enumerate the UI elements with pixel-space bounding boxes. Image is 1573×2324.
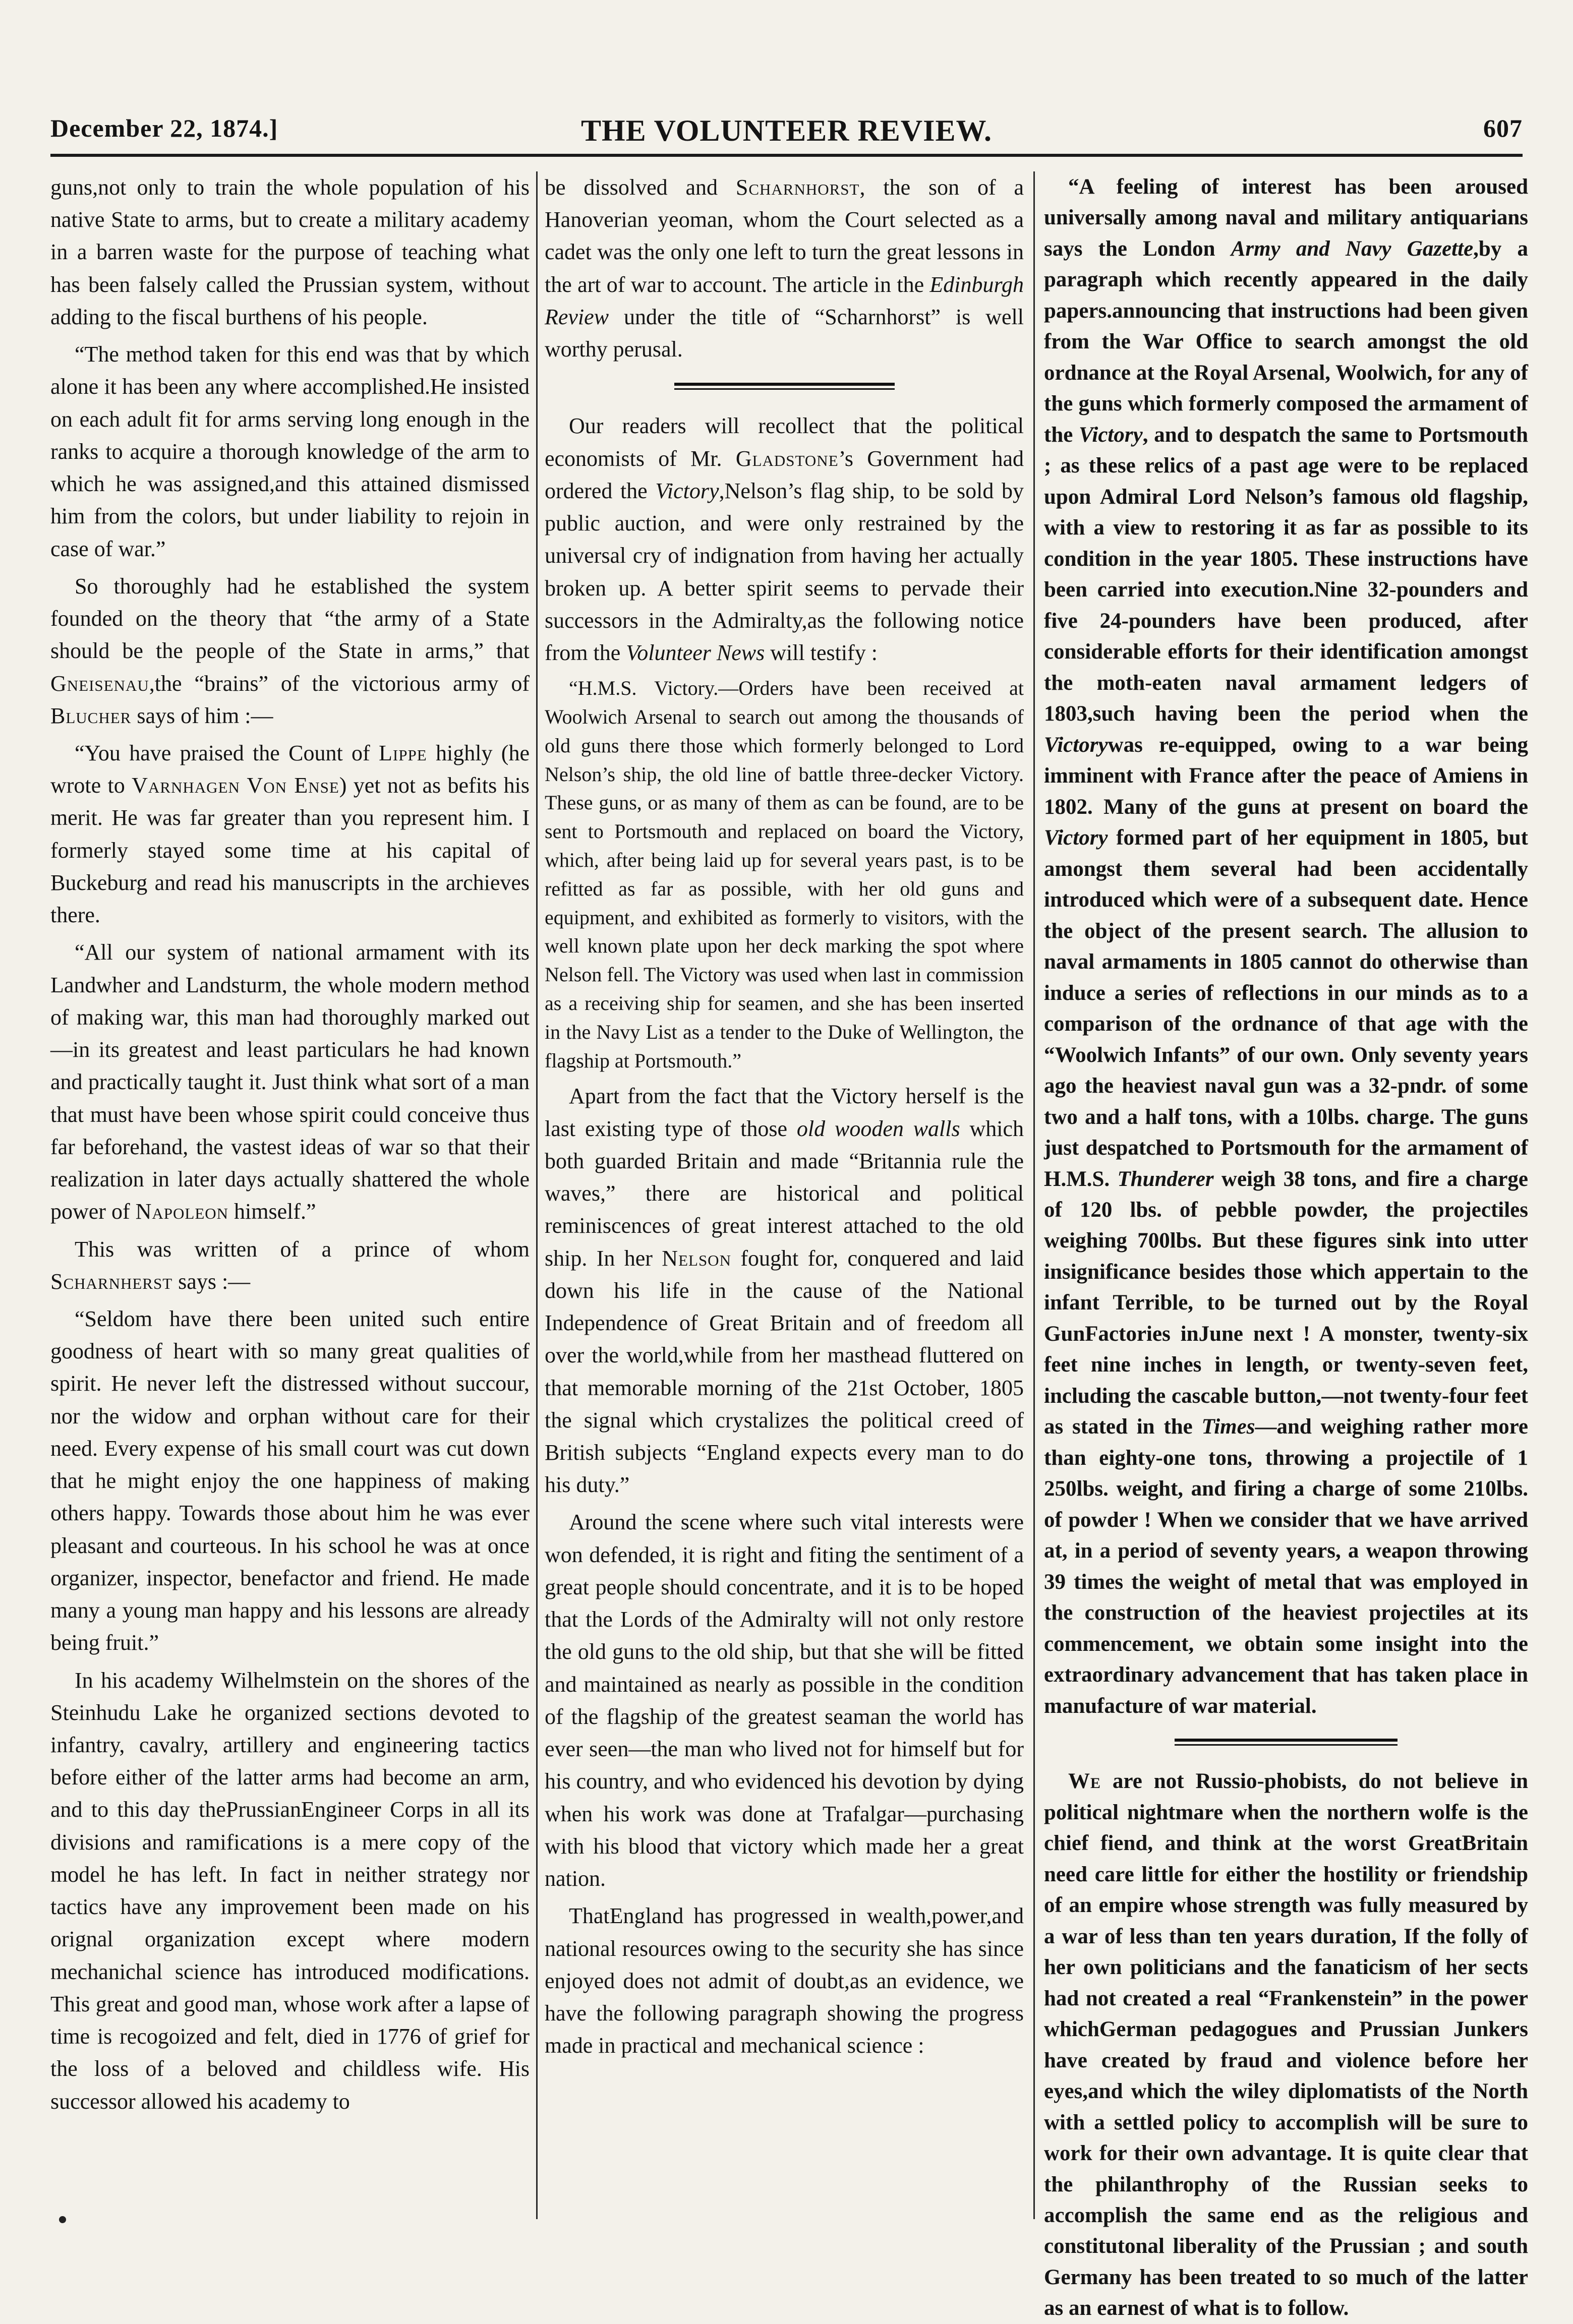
paragraph: In his academy Wilhelmstein on the shores of the Steinhudu Lake he organized sections devoted to infantry, cavalry, artillery and engineering tactics before either of the latter arms had become an arm, and to this day thePrussianEngineer Corps in all its divisions and ramifications is a mere copy of the model he has left. In fact in neither strategy nor tactics have any improvement been made on his orignal organization except where modern mechanichal science has introduced modifications. This great and good man, whose work after a lapse of time is recogoized and felt, died in 1776 of grief for the loss of a beloved and childless wife. His successor allowed his academy to [50,1667,530,2114]
paragraph: So thoroughly had he established the system founded on the theory that “the army of a State should be the people of the State in arms,” that Gneisenau,the “brains” of the victorious army of Blucher says of him :— [50,573,530,728]
paragraph: Around the scene where such vital interests were won defended, it is right and fiting the sentiment of a great people should concentrate, and it is to be hoped that the Lords of the Admiralty will not only restore the old guns to the old ship, but that she will be fitted and maintained as nearly as possible in the condition of the flagship of the greatest seaman the world has ever seen—the man who lived not for himself but for his country, and who evidenced his devotion by dying when his work was done at Trafalgar—purchasing with his blood that victory which made her a great nation. [545,1510,1024,1891]
paragraph: “A feeling of interest has been aroused universally among naval and military antiquarians says the London Army and Navy Gazette,by a paragraph which recently appeared in the daily papers.announcing that instructions had been given from the War Office to search amongst the old ordnance at the Royal Arsenal, Woolwich, for any of the guns which formerly composed the armament of the Victory, and to despatch the same to Portsmouth ; as these relics of a past age were to be replaced upon Admiral Lord Nelson’s famous old flagship, with a view to restoring it as far as possible to its condition in the year 1805. These instructions have been carried into execution.Nine 32-pounders and five 24-pounders have been produced, after considerable efforts for their identification amongst the moth-eaten naval armament ledgers of 1803,such having been the period when the Victorywas re-equipped, owing to a war being imminent with France after the peace of Amiens in 1802. Many of the guns at present on board the Victory formed part of her equipment in 1805, but amongst them several had been accidentally introduced which were of a subsequent date. Hence the object of the present search. The allusion to naval armaments in 1805 cannot do otherwise than induce a series of reflections in our minds as to a comparison of the ordnance of that age with the “Woolwich Infants” of our own. Only seventy years ago the heaviest naval gun was a 32-pndr. of some two and a half tons, with a 10lbs. charge. The guns just despatched to Portsmouth for the armament of H.M.S. Thunderer weigh 38 tons, and fire a charge of 120 lbs. of pebble powder, the projectiles weighing 700lbs. But these figures sink into utter insignificance besides those which appertain to the infant Terrible, to be turned out by the Royal GunFactories inJune next ! A monster, twenty-six feet nine inches in length, or twenty-seven feet, including the cascable button,—not twenty-four feet as stated in the Times—and weighing rather more than eighty-one tons, throwing a projectile of 1 250lbs. weight, and firing a charge of some 210lbs. of powder ! When we consider that we have arrived at, in a period of seventy years, a weapon throwing 39 times the weight of metal that was employed in the construction of the heaviest projectiles at its commencement, we obtain some insight into the extraordinary advancement that has taken place in manufacture of war material. [1044,175,1529,1718]
paragraph: “You have praised the Count of Lippe highly (he wrote to Varnhagen Von Ense) yet not as befits his merit. He was far greater than you represent him. I formerly stayed some time at his capital of Buckeburg and read his manuscripts in the archieves there. [50,740,530,928]
page-header [50,113,1523,157]
section-separator [1175,1739,1397,1746]
column-rule-left [536,171,538,2219]
ink-mark [59,2216,66,2223]
paragraph: guns,not only to train the whole population of his native State to arms, but to create a military academy in a barren waste for the purpose of teaching what has been falsely called the Prussian system, without adding to the fiscal burthens of his people. [50,175,530,329]
paragraph: “All our system of national armament with its Landwher and Landsturm, the whole modern method of making war, this man had thoroughly marked out—in its greatest and least particulars he had known and practically taught it. Just think what sort of a man that must have been whose spirit could conceive thus far beforehand, the vastest ideas of war so that their realization in later days actually shattered the whole power of Napoleon himself.” [50,940,530,1224]
column-2 [545,171,1024,2219]
paragraph: “The method taken for this end was that by which alone it has been any where accomplished.He insisted on each adult fit for arms serving long enough in the ranks to acquire a thorough knowledge of the arm to which he was assigned,and this attained dismissed him from the colors, but under liability to rejoin in case of war.” [50,342,530,561]
paragraph: ThatEngland has progressed in wealth,power,and national resources owing to the security she has since enjoyed does not admit of doubt,as an evidence, we have the following paragraph showing the progress made in practical and mechanical science : [545,1903,1024,2058]
paragraph: Our readers will recollect that the political economists of Mr. Gladstone’s Government had ordered the Victory,Nelson’s flag ship, to be sold by public auction, and were only restrained by the universal cry of indignation from having her actually broken up. A better spirit seems to pervade their successors in the Admiralty,as the following notice from the Volunteer News will testify : [545,413,1024,666]
paragraph: Apart from the fact that the Victory herself is the last existing type of those old wooden walls which both guarded Britain and made “Britannia rule the waves,” there are historical and political reminiscences of great interest attached to the old ship. In her Nelson fought for, conquered and laid down his life in the cause of the National Independence of Great Britain and of freedom all over the world,while from her masthead fluttered on that memorable morning of the 21st October, 1805 the signal which crystalizes the political creed of British subjects “England expects every man to do his duty.” [545,1084,1024,1498]
section-separator [674,383,895,390]
issue-date: December 22, 1874.] [50,114,278,142]
paragraph: be dissolved and Scharnhorst, the son of a Hanoverian yeoman, whom the Court selected as a cadet was the only one left to turn the great lessons in the art of war to account. The article in the Edinburgh Review under the title of “Scharnhorst” is well worthy perusal. [545,175,1024,362]
paragraph: “Seldom have there been united such entire goodness of heart with so many great qualities of spirit. He never left the distressed without succour, nor the widow and orphan without care for their need. Every expense of his small court was cut down that he might enjoy the one happiness of making others happy. Towards those about him he was ever pleasant and courteous. In his school he was at once organizer, inspector, benefactor and friend. He made many a young man happy and his lessons are already being fruit.” [50,1306,530,1655]
paragraph: We are not Russio-phobists, do not believe in political nightmare when the northern wolfe is the chief fiend, and think at the worst GreatBritain need care little for either the hostility or friendship of an empire whose strength was fully measured by a war of less than ten years duration, If the folly of her own politicians and the fanaticism of her sects had not created a real “Frankenstein” in the power whichGerman pedagogues and Prussian Junkers have created by fraud and violence before her eyes,and which the wiley diplomatists of the North with a settled policy to accomplish will be sure to work for their own advantage. It is quite clear that the philanthrophy of the Russian seeks to accomplish the same end as the religious and constitutonal liberality of the Prussian ; and south Germany has been treated to so much of the latter as an earnest of what is to follow. [1044,1769,1528,2320]
column-3 [1044,171,1529,2320]
publication-title: THE VOLUNTEER REVIEW. [580,114,993,147]
column-rule-right [1033,171,1035,2219]
column-1 [50,171,530,2219]
page-number: 607 [1483,114,1523,142]
quoted-notice: “H.M.S. Victory.—Orders have been received at Woolwich Arsenal to search out among the thousands of old guns there those which formerly belonged to Lord Nelson’s ship, the old line of battle three-decker Victory. These guns, or as many of them as can be found, are to be sent to Portsmouth and replaced on board the Victory, which, after being laid up for several years past, is to be refitted as far as possible, with her old guns and equipment, and exhibited as formerly to visitors, with the well known plate upon her deck marking the spot where Nelson fell. The Victory was used when last in commission as a receiving ship for seamen, and she has been inserted in the Navy List as a tender to the Duke of Wellington, the flagship at Portsmouth.” [545,677,1024,1072]
paragraph: This was written of a prince of whom Scharnherst says :— [50,1236,530,1294]
